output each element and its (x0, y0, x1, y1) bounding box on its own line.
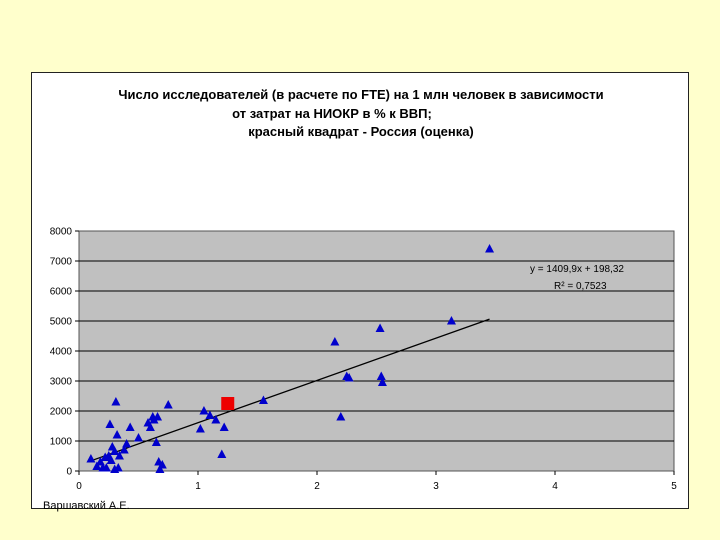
y-tick-label: 2000 (49, 406, 72, 418)
author-credit: Варшавский А.Е. (43, 500, 130, 512)
y-tick-label: 3000 (49, 376, 72, 388)
y-tick-label: 6000 (49, 286, 72, 298)
scatter-chart (32, 73, 690, 510)
x-tick-label: 5 (671, 481, 677, 492)
trendline-r2: R² = 0,7523 (554, 281, 607, 292)
y-tick-label: 8000 (49, 226, 72, 238)
chart-title-line-3: красный квадрат - Россия (оценка) (248, 124, 474, 139)
y-tick-label: 4000 (49, 346, 72, 358)
x-tick-label: 4 (552, 481, 558, 492)
chart-title-line-2: от затрат на НИОКР в % к ВВП; (232, 106, 432, 121)
x-tick-label: 2 (314, 481, 320, 492)
y-tick-label: 7000 (49, 256, 72, 268)
chart-title-line-1: Число исследователей (в расчете по FTE) на 1 млн человек в зависимости (118, 87, 604, 102)
y-tick-label: 5000 (49, 316, 72, 328)
y-tick-label: 0 (66, 466, 72, 478)
x-tick-label: 1 (195, 481, 201, 492)
data-point-russia-square (221, 397, 234, 410)
y-tick-label: 1000 (49, 436, 72, 448)
trendline-equation: y = 1409,9x + 198,32 (530, 264, 624, 275)
chart-frame (31, 72, 689, 509)
x-tick-label: 0 (76, 481, 82, 492)
x-tick-label: 3 (433, 481, 439, 492)
